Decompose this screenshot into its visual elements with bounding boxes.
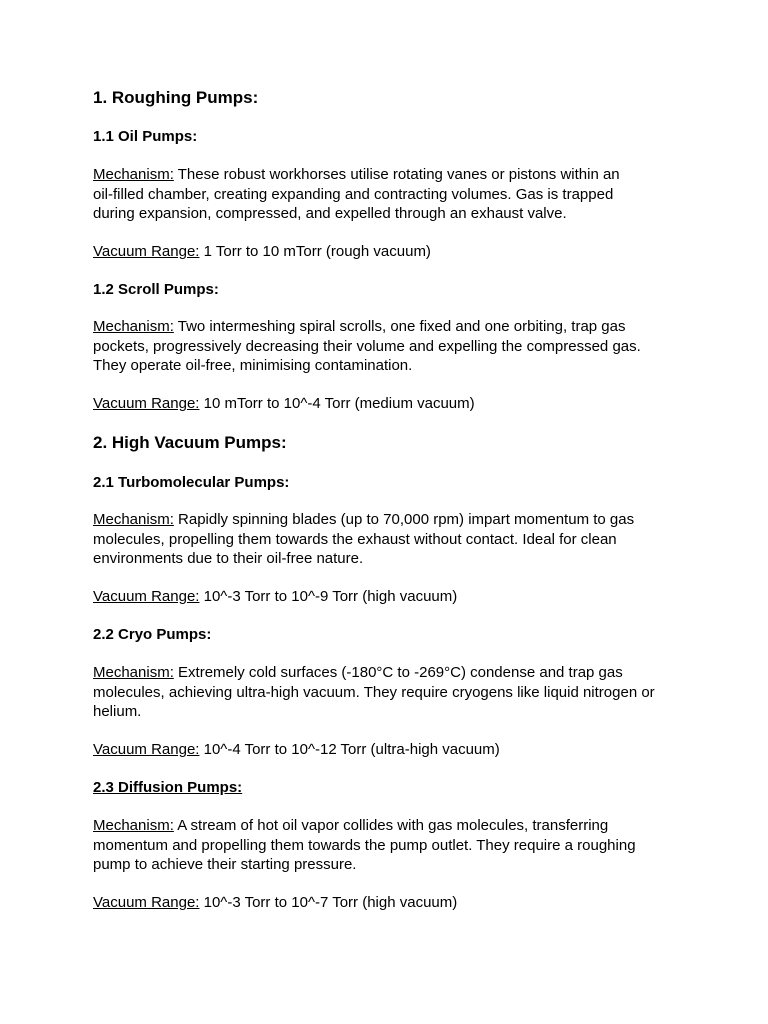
subsection-2-3-range bbox=[93, 893, 693, 913]
subsection-1-2-mechanism bbox=[93, 317, 693, 376]
range-label: Vacuum Range: bbox=[93, 588, 200, 605]
section-1-heading: 1. Roughing Pumps: bbox=[93, 88, 259, 107]
subsection-1-2-heading: 1.2 Scroll Pumps: bbox=[93, 281, 219, 298]
range-label: Vacuum Range: bbox=[93, 894, 200, 911]
mechanism-label: Mechanism: bbox=[93, 166, 174, 183]
mechanism-line: molecules, propelling them towards the exhaust without contact. Ideal for clean bbox=[93, 530, 617, 548]
range-label: Vacuum Range: bbox=[93, 243, 200, 260]
subsection-1-1-range bbox=[93, 242, 693, 262]
mechanism-line: Mechanism: Two intermeshing spiral scrolls, one fixed and one orbiting, trap gas bbox=[93, 318, 626, 335]
mechanism-line: Mechanism: These robust workhorses utilise rotating vanes or pistons within an bbox=[93, 166, 620, 183]
subsection-2-3-mechanism bbox=[93, 816, 693, 875]
subsection-1-1-mechanism bbox=[93, 165, 693, 224]
range-label: Vacuum Range: bbox=[93, 395, 200, 412]
mechanism-line: Mechanism: Extremely cold surfaces (-180°C to -269°C) condense and trap gas bbox=[93, 664, 623, 681]
mechanism-line: helium. bbox=[93, 703, 142, 720]
mechanism-label: Mechanism: bbox=[93, 817, 174, 834]
mechanism-line: momentum and propelling them towards the pump outlet. They require a roughing bbox=[93, 836, 636, 854]
mechanism-line: Mechanism: A stream of hot oil vapor collides with gas molecules, transferring bbox=[93, 817, 609, 834]
mechanism-label: Mechanism: bbox=[93, 318, 174, 335]
subsection-2-2-range bbox=[93, 740, 693, 760]
mechanism-line: pump to achieve their starting pressure. bbox=[93, 856, 357, 873]
mechanism-line: environments due to their oil-free nature. bbox=[93, 550, 364, 567]
range-value: 10^-3 Torr to 10^-9 Torr (high vacuum) bbox=[199, 588, 458, 605]
mechanism-line: molecules, achieving ultra-high vacuum. They require cryogens like liquid nitrogen or bbox=[93, 683, 655, 701]
mechanism-label: Mechanism: bbox=[93, 664, 174, 681]
subsection-2-2-mechanism bbox=[93, 663, 693, 722]
range-value: 10 mTorr to 10^-4 Torr (medium vacuum) bbox=[199, 395, 475, 412]
mechanism-line: pockets, progressively decreasing their volume and expelling the compressed gas. bbox=[93, 337, 641, 355]
mechanism-line: Mechanism: Rapidly spinning blades (up to 70,000 rpm) impart momentum to gas bbox=[93, 511, 635, 528]
mechanism-line: oil-filled chamber, creating expanding and contracting volumes. Gas is trapped bbox=[93, 185, 614, 203]
subsection-2-2-heading: 2.2 Cryo Pumps: bbox=[93, 626, 212, 643]
subsection-2-1-heading: 2.1 Turbomolecular Pumps: bbox=[93, 474, 290, 491]
range-label: Vacuum Range: bbox=[93, 741, 200, 758]
range-value: 1 Torr to 10 mTorr (rough vacuum) bbox=[199, 243, 431, 260]
subsection-1-2-range bbox=[93, 394, 693, 414]
mechanism-line: during expansion, compressed, and expelled through an exhaust valve. bbox=[93, 205, 567, 222]
mechanism-line: They operate oil-free, minimising contamination. bbox=[93, 357, 413, 374]
mechanism-label: Mechanism: bbox=[93, 511, 174, 528]
range-value: 10^-3 Torr to 10^-7 Torr (high vacuum) bbox=[199, 894, 458, 911]
range-value: 10^-4 Torr to 10^-12 Torr (ultra-high vacuum) bbox=[199, 741, 500, 758]
subsection-2-3-heading: 2.3 Diffusion Pumps: bbox=[93, 779, 243, 796]
subsection-1-1-heading: 1.1 Oil Pumps: bbox=[93, 128, 198, 145]
subsection-2-1-range bbox=[93, 587, 693, 607]
section-2-heading: 2. High Vacuum Pumps: bbox=[93, 433, 287, 452]
subsection-2-1-mechanism bbox=[93, 510, 693, 569]
